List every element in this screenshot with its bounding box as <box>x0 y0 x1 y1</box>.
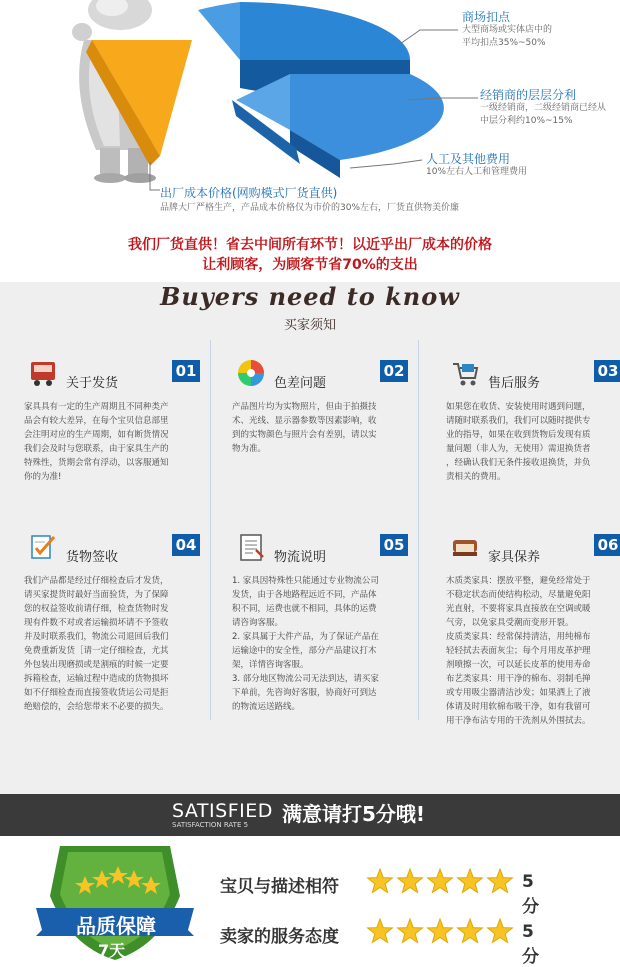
card-body: 家具具有一定的生产周期且不同种类产 品会有较大差异，在每个宝贝信息部里 会注明对应的生产周期，如有断货情况 我们会及时与您联系，由于家具生产的 特殊性，货期会常有浮动，以客服通知 你的为准! <box>24 402 169 482</box>
pie-label-title-3: 出厂成本价格(网购模式厂货直供) <box>160 186 338 200</box>
badge-title: 品质保障 <box>76 914 156 938</box>
truck-icon <box>28 358 58 388</box>
card-body: 如果您在收货、安装使用时遇到问题， 请随时联系我们，我们可以随时提供专 业的指导，如果在收到货物后发现有质 量问题（非人为，无使用）需退换货者 ，经确认我们无条件接收退换货，并负 责相关的费用。 <box>446 402 591 482</box>
notice-subtitle: 买家须知 <box>283 318 336 333</box>
pie-label-desc-0: 大型商场或实体店中的 平均扣点35%~50% <box>462 25 553 48</box>
cart-icon <box>450 358 480 388</box>
banner-english: SATISFIED <box>172 800 273 822</box>
slogan-line-2: 让利顾客，为顾客节省70%的支出 <box>202 257 418 273</box>
pie-label-desc-3: 品牌大厂严格生产，产品成本价格仅为市价的30%左右，厂货直供物美价廉 <box>160 203 460 213</box>
document-icon <box>236 532 266 562</box>
pie-label-desc-1: 一级经销商，二级经销商已经从 中层分利约10%~15% <box>480 103 607 126</box>
rating-section <box>0 836 620 967</box>
star-icon <box>458 869 483 893</box>
card-title: 色差问题 <box>274 376 327 391</box>
star-icon <box>428 869 453 893</box>
cost-breakdown-section <box>0 0 620 282</box>
rating-stars <box>366 918 516 946</box>
banner-chinese: 满意请打5分哦! <box>282 802 426 826</box>
card-body: 木质类家具：摆放平整，避免经常处于 不稳定状态而使结构松动，尽量避免阳 光直射，不要将家具直接放在空调或暖 气旁，以免家具受潮而变形开裂。 皮质类家具：经常保持清洁，用纯棉布 轻轻拭去表面灰尘；每个月用皮革护理 剂喷擦一次，可以延长皮革的使用寿命 布艺类家具：用干净的棉布、羽制毛掸 或专用吸尘器清洁沙发；如果洒上了液 体请及时用软棉布吸干净，如有我留可 用干净布沾专用的干洗剂从外围拭去。 <box>446 576 591 726</box>
card-number: 02 <box>380 360 408 382</box>
star-icon <box>428 919 453 943</box>
star-icon <box>488 919 513 943</box>
star-icon <box>488 869 513 893</box>
notice-script-title: Buyers need to know <box>160 282 460 311</box>
card-title: 售后服务 <box>488 376 541 391</box>
star-icon <box>368 869 393 893</box>
buyers-notice-section <box>0 282 620 802</box>
badge-days: 7天 <box>98 941 126 960</box>
card-title: 关于发货 <box>66 376 119 391</box>
card-body: 1. 家具因特殊性只能通过专业物流公司 发货，由于各地路程远近不同，产品体 积不同，运费也就不相同，具体的运费 请咨询客服。 2. 家具属于大件产品，为了保证产品在 运输途中的安全性，部分产品建议打木 架，详情咨询客服。 3. 部分地区物流公司无法到达，请买家 下单前，先咨询好客服，协商好可到达 的物流运送路线。 <box>232 576 379 712</box>
star-icon <box>398 919 423 943</box>
pie-label-title-0: 商场扣点 <box>462 10 511 24</box>
card-body: 我们产品都是经过仔细检查后才发货， 请买家提货时最好当面验货，为了保障 您的权益签收前请仔细，检查货物时发 现有件数不对或者运输损坏请不予签收 并及时联系我们，物流公司退回后我们 免费重新发货［请一定仔细检查，尤其 外包装出现磨损或是割痕的时候一定要 拆箱检查，运输过程中造成的货物损坏 如不仔细检查而直接签收货运公司是拒 绝赔偿的，会给您带来不必要的损失。 <box>24 576 169 712</box>
card-title: 家具保养 <box>488 550 541 565</box>
card-title: 物流说明 <box>274 550 327 565</box>
sign-check-icon <box>28 532 58 562</box>
divider <box>418 340 419 720</box>
rating-stars <box>366 868 516 896</box>
satisfied-banner <box>0 794 620 836</box>
card-number: 01 <box>172 360 200 382</box>
stars-svg <box>366 868 516 896</box>
star-icon <box>398 869 423 893</box>
star-icon <box>458 919 483 943</box>
color-wheel-icon <box>236 358 266 388</box>
pie-label-title-2: 人工及其他费用 <box>426 152 511 166</box>
card-number: 05 <box>380 534 408 556</box>
card-number: 04 <box>172 534 200 556</box>
star-icon <box>368 919 393 943</box>
rating-label: 卖家的服务态度 <box>220 927 339 947</box>
card-number: 03 <box>594 360 620 382</box>
card-body: 产品图片均为实物照片，但由于拍摄技 术、光线、显示器参数等因素影响，收 到的实物颜色与照片会有差别，请以实 物为准。 <box>232 402 377 454</box>
divider <box>210 340 211 720</box>
rating-score: 5分 <box>522 922 539 967</box>
banner-english-sub: SATISFACTION RATE 5 <box>172 821 249 829</box>
rating-score: 5分 <box>522 872 539 917</box>
sofa-icon <box>450 532 480 562</box>
rating-label: 宝贝与描述相符 <box>220 877 339 897</box>
pie-label-title-1: 经销商的层层分利 <box>480 88 577 102</box>
card-number: 06 <box>594 534 620 556</box>
pie-label-desc-2: 10%左右人工和管理费用 <box>426 167 528 177</box>
stars-svg <box>366 918 516 946</box>
slogan-line-1: 我们厂货直供！省去中间所有环节！以近乎出厂成本的价格 <box>128 237 492 253</box>
card-title: 货物签收 <box>66 550 119 565</box>
